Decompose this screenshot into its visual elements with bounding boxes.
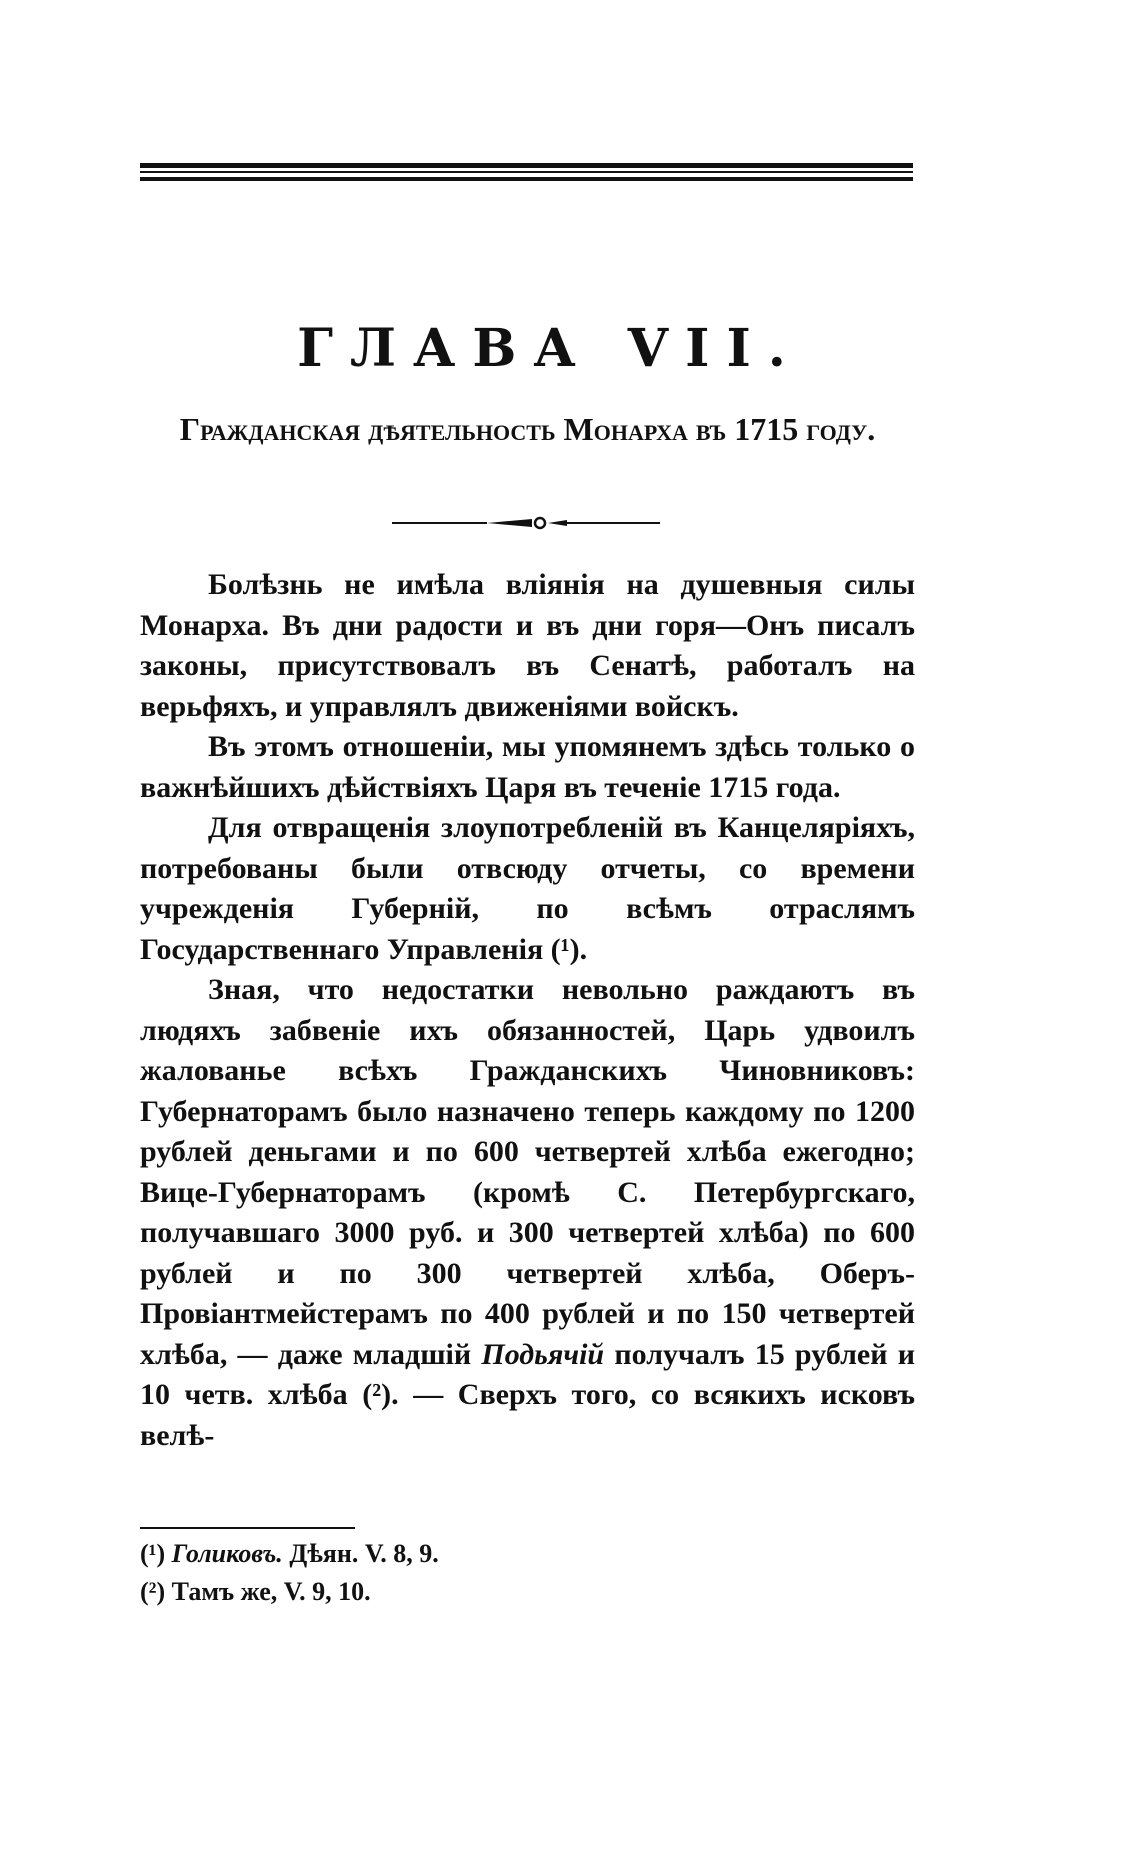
chapter-subtitle: Гражданская дѣятельность Монарха въ 1715 году. (179, 411, 876, 447)
footnotes (140, 1535, 915, 1611)
header-rule-thin (140, 171, 913, 173)
footnote-1 (140, 1535, 915, 1573)
footnote-mark: (¹) (140, 1539, 166, 1568)
footnote-ref: Дѣян. V. 8, 9. (289, 1539, 439, 1568)
chapter-title: ГЛАВА VII. (297, 318, 803, 379)
chapter-body (140, 565, 915, 1456)
footnote-ref: Тамъ же, V. 9, 10. (171, 1577, 371, 1606)
header-rule-thick (140, 163, 913, 168)
footnote-rule (140, 1527, 355, 1529)
paragraph-2: Въ этомъ отношеніи, мы упомянемъ здѣсь только о важнѣйшихъ дѣйствіяхъ Царя въ теченіе 1715 года. (140, 730, 915, 804)
italic-term: Подьячій (481, 1337, 605, 1371)
ornament-divider (392, 516, 660, 530)
paragraph-3: Для отвращенія злоупотребленій въ Канцеляріяхъ, потребованы были отвсюду отчеты, со времени учрежденія Губерній, по всѣмъ отраслямъ Государственнаго Управленія (¹). (140, 811, 915, 966)
footnote-2 (140, 1573, 915, 1611)
footnote-source: Голиковъ. (171, 1539, 283, 1568)
paragraph-4: Зная, что недостатки невольно раждаютъ въ людяхъ забвеніе ихъ обязанностей, Царь удвоилъ жалованье всѣхъ Гражданскихъ Чиновниковъ: Губернаторамъ было назначено теперь каждому по 1200 рублей деньгами и по 600 четвертей хлѣба ежегодно; Вице-Губернаторамъ (кромѣ С. Петербургскаго, получавшаго 3000 руб. и 300 четвертей хлѣба) по 600 рублей и по 300 четвертей хлѣба, Оберъ-Провіантмейстерамъ по 400 рублей и по 150 четвертей хлѣба, — даже младшій Подьячій получалъ 15 рублей и 10 четв. хлѣба (²). — Сверхъ того, со всякихъ исковъ велѣ- (140, 973, 915, 1452)
header-rule-thick-lower (140, 177, 913, 181)
paragraph-1: Болѣзнь не имѣла вліянія на душевныя силы Монарха. Въ дни радости и въ дни горя—Онъ писалъ законы, присутствовалъ въ Сенатѣ, работалъ на верьфяхъ, и управлялъ движеніями войскъ. (140, 568, 915, 723)
footnote-mark: (²) (140, 1577, 166, 1606)
